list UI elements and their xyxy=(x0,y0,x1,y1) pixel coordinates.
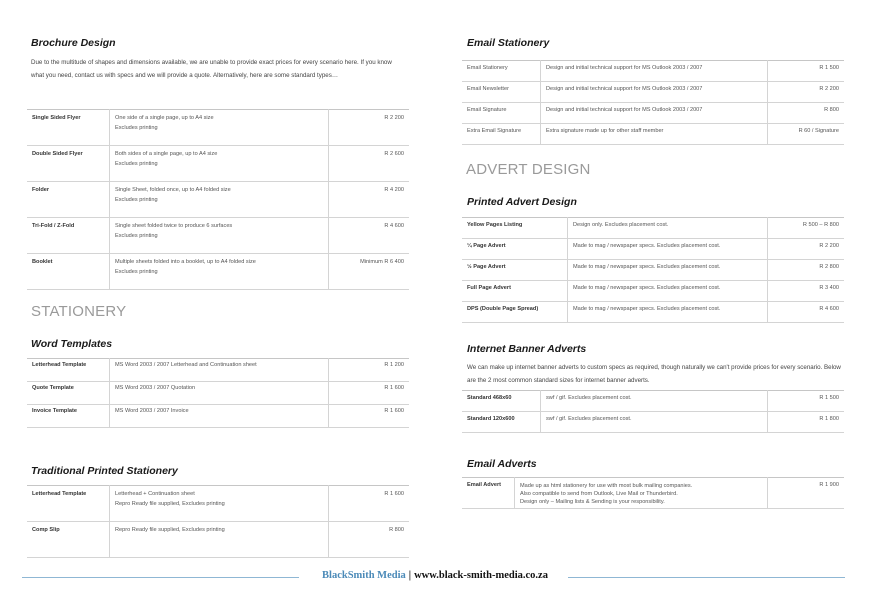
row-label: Email Stationery xyxy=(462,61,541,82)
row-price: R 1 600 xyxy=(329,405,410,428)
table-row xyxy=(462,391,844,412)
row-price: R 500 – R 800 xyxy=(768,218,845,239)
row-label: Letterhead Template xyxy=(27,486,110,522)
table-row xyxy=(27,405,409,428)
email-stationery-table xyxy=(462,60,844,145)
table-row xyxy=(27,486,409,522)
row-desc: MS Word 2003 / 2007 Letterhead and Continuation sheet xyxy=(110,359,329,382)
row-desc: Single Sheet, folded once, up to A4 folded size Excludes printing xyxy=(110,182,329,218)
traditional-stationery-title: Traditional Printed Stationery xyxy=(31,465,178,477)
row-price: R 2 200 xyxy=(768,82,845,103)
brochure-intro: Due to the multitude of shapes and dimensions available, we are unable to provide exact prices for every scenario here. If you know what you need, contact us with specs and we will provide a quote. Alternatively, here are some standard types… xyxy=(31,59,392,79)
traditional-stationery-table xyxy=(27,485,409,558)
brochure-design-title: Brochure Design xyxy=(31,37,116,49)
footer-url[interactable]: www.black-smith-media.co.za xyxy=(414,570,548,581)
email-adverts-table xyxy=(462,477,844,509)
table-row xyxy=(462,281,844,302)
row-price: R 1 500 xyxy=(768,61,845,82)
row-desc: Multiple sheets folded into a booklet, up to A4 folded size Excludes printing xyxy=(110,254,329,290)
row-label: ½ Page Advert xyxy=(462,260,568,281)
row-label: Email Signature xyxy=(462,103,541,124)
table-row xyxy=(27,522,409,558)
row-desc: Made to mag / newspaper specs. Excludes placement cost. xyxy=(568,239,768,260)
row-price: R 4 200 xyxy=(329,182,410,218)
row-price: R 1 500 xyxy=(768,391,845,412)
table-row xyxy=(27,146,409,182)
email-stationery-title: Email Stationery xyxy=(467,37,550,49)
row-price: R 1 200 xyxy=(329,359,410,382)
table-row xyxy=(462,82,844,103)
row-label: Booklet xyxy=(27,254,110,290)
table-row xyxy=(27,182,409,218)
row-price: R 2 200 xyxy=(768,239,845,260)
row-desc: Made to mag / newspaper specs. Excludes placement cost. xyxy=(568,260,768,281)
footer-separator: | xyxy=(408,570,412,581)
row-desc: Repro Ready file supplied, Excludes printing xyxy=(110,522,329,558)
row-price: R 800 xyxy=(768,103,845,124)
banner-table xyxy=(462,390,844,433)
row-price: R 1 800 xyxy=(768,412,845,433)
internet-banner-title: Internet Banner Adverts xyxy=(467,343,587,355)
stationery-heading: STATIONERY xyxy=(31,303,127,320)
row-label: Extra Email Signature xyxy=(462,124,541,145)
table-row xyxy=(462,478,844,509)
table-row xyxy=(27,359,409,382)
row-desc: Letterhead + Continuation sheet Repro Ready file supplied, Excludes printing xyxy=(110,486,329,522)
table-row xyxy=(27,218,409,254)
row-desc: Design and initial technical support for MS Outlook 2003 / 2007 xyxy=(541,103,768,124)
row-price: R 1 600 xyxy=(329,486,410,522)
row-desc: Design and initial technical support for MS Outlook 2003 / 2007 xyxy=(541,82,768,103)
row-desc: swf / gif. Excludes placement cost. xyxy=(541,391,768,412)
table-row xyxy=(462,103,844,124)
row-desc: Design and initial technical support for MS Outlook 2003 / 2007 xyxy=(541,61,768,82)
row-label: Email Newsletter xyxy=(462,82,541,103)
row-label: Yellow Pages Listing xyxy=(462,218,568,239)
row-desc: Single sheet folded twice to produce 6 surfaces Excludes printing xyxy=(110,218,329,254)
row-label: DPS (Double Page Spread) xyxy=(462,302,568,323)
table-row xyxy=(462,218,844,239)
row-label: Letterhead Template xyxy=(27,359,110,382)
table-row xyxy=(27,110,409,146)
table-row xyxy=(462,61,844,82)
row-label: Tri-Fold / Z-Fold xyxy=(27,218,110,254)
row-price: R 4 600 xyxy=(329,218,410,254)
row-price: R 1 900 xyxy=(768,478,845,509)
word-templates-title: Word Templates xyxy=(31,338,113,350)
footer-brand: BlackSmith Media xyxy=(322,570,406,581)
row-label: Standard 468x60 xyxy=(462,391,541,412)
footer xyxy=(0,570,870,581)
banner-intro: We can make up internet banner adverts to custom specs as required, though naturally we can't provide prices for every scenario. Below are the 2 most common standard sizes for internet banner adverts. xyxy=(467,364,841,384)
row-desc: One side of a single page, up to A4 size Excludes printing xyxy=(110,110,329,146)
row-desc: Made to mag / newspaper specs. Excludes placement cost. xyxy=(568,281,768,302)
printed-advert-title: Printed Advert Design xyxy=(467,196,577,208)
email-adverts-title: Email Adverts xyxy=(467,458,537,470)
table-row xyxy=(27,254,409,290)
row-price: R 60 / Signature xyxy=(768,124,845,145)
row-desc: Design only. Excludes placement cost. xyxy=(568,218,768,239)
row-label: Folder xyxy=(27,182,110,218)
row-desc: Made to mag / newspaper specs. Excludes placement cost. xyxy=(568,302,768,323)
row-label: Full Page Advert xyxy=(462,281,568,302)
row-label: Email Advert xyxy=(462,478,515,509)
row-price: R 2 200 xyxy=(329,110,410,146)
row-label: Invoice Template xyxy=(27,405,110,428)
row-label: ¼ Page Advert xyxy=(462,239,568,260)
row-price: R 4 600 xyxy=(768,302,845,323)
printed-advert-table xyxy=(462,217,844,323)
row-desc: Both sides of a single page, up to A4 size Excludes printing xyxy=(110,146,329,182)
table-row xyxy=(462,239,844,260)
advert-design-heading: ADVERT DESIGN xyxy=(466,161,591,178)
table-row xyxy=(462,412,844,433)
row-desc: MS Word 2003 / 2007 Quotation xyxy=(110,382,329,405)
word-templates-table xyxy=(27,358,409,428)
row-desc: MS Word 2003 / 2007 Invoice xyxy=(110,405,329,428)
table-row xyxy=(462,302,844,323)
row-desc: Made up as html stationery for use with most bulk mailing companies. Also compatible to send from Outlook, Live Mail or Thunderbird. Design only – Mailing lists & Sending is your responsibility. xyxy=(515,478,768,509)
row-desc: swf / gif. Excludes placement cost. xyxy=(541,412,768,433)
row-label: Single Sided Flyer xyxy=(27,110,110,146)
row-label: Quote Template xyxy=(27,382,110,405)
table-row xyxy=(27,382,409,405)
brochure-price-table xyxy=(27,109,409,290)
row-price: R 1 600 xyxy=(329,382,410,405)
row-desc: Extra signature made up for other staff member xyxy=(541,124,768,145)
row-label: Standard 120x600 xyxy=(462,412,541,433)
row-price: R 800 xyxy=(329,522,410,558)
row-label: Comp Slip xyxy=(27,522,110,558)
row-price: R 2 800 xyxy=(768,260,845,281)
table-row xyxy=(462,260,844,281)
row-price: Minimum R 6 400 xyxy=(329,254,410,290)
row-price: R 3 400 xyxy=(768,281,845,302)
row-price: R 2 600 xyxy=(329,146,410,182)
row-label: Double Sided Flyer xyxy=(27,146,110,182)
table-row xyxy=(462,124,844,145)
